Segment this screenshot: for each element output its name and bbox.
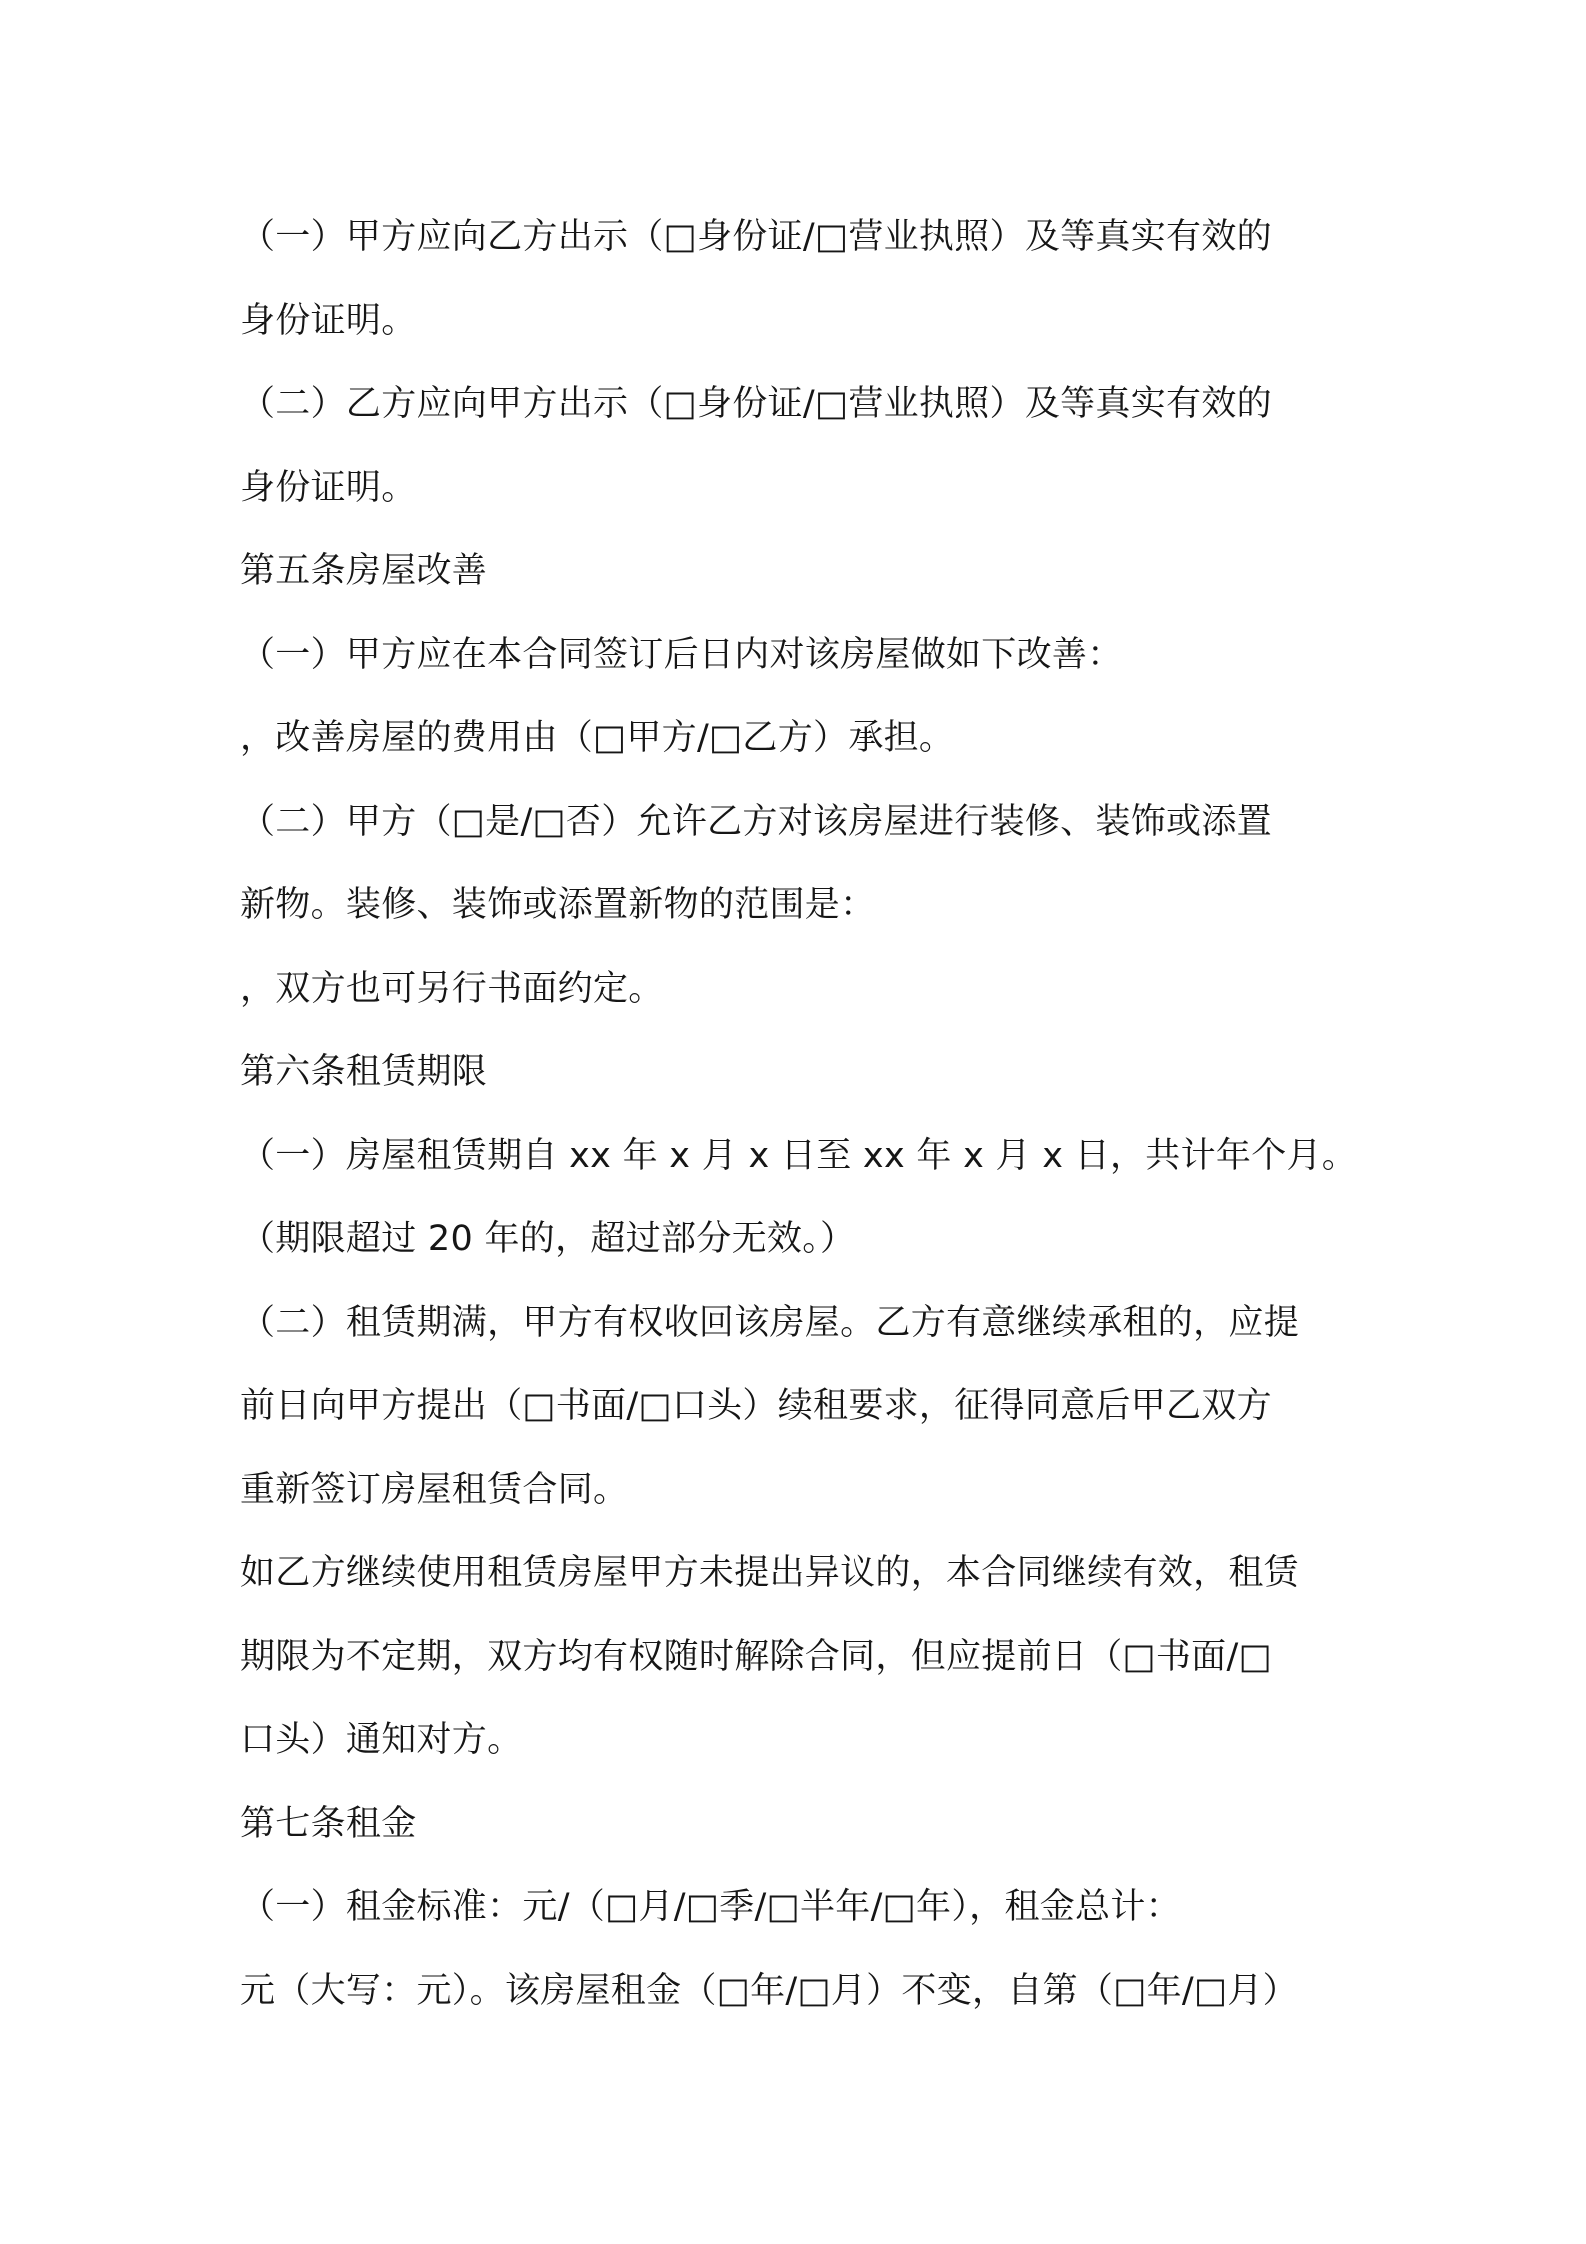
- clause-6-item-1-line-2: （期限超过 20 年的，超过部分无效。）: [240, 1219, 856, 1259]
- clause-6-item-1-line-1: （一）房屋租赁期自 xx 年 x 月 x 日至 xx 年 x 月 x 日，共计年个月。: [240, 1135, 1358, 1176]
- clause-6-item-2-line-3: 重新签订房屋租赁合同。: [240, 1469, 629, 1510]
- clause-6-item-2-line-1: （二）租赁期满，甲方有权收回该房屋。乙方有意继续承租的，应提: [240, 1302, 1300, 1343]
- clause-6-paragraph-line-2: 期限为不定期，双方均有权随时解除合同，但应提前日（□书面/□: [240, 1636, 1272, 1677]
- document-body: [240, 196, 1360, 2033]
- clause-5-item-2-line-1: （二）甲方（□是/□否）允许乙方对该房屋进行装修、装饰或添置: [240, 801, 1272, 842]
- clause-4-item-1-line-1: （一）甲方应向乙方出示（□身份证/□营业执照）及等真实有效的: [240, 217, 1272, 257]
- clause-5-heading: 第五条房屋改善: [240, 551, 488, 591]
- clause-4-item-2-line-1: （二）乙方应向甲方出示（□身份证/□营业执照）及等真实有效的: [240, 384, 1272, 424]
- clause-7-item-1-line-1: （一）租金标准：元/（□月/□季/□半年/□年），租金总计：: [240, 1887, 1181, 1927]
- clause-6-item-2-line-2: 前日向甲方提出（□书面/□口头）续租要求，征得同意后甲乙双方: [240, 1386, 1272, 1426]
- clause-5-item-2-line-3: ，双方也可另行书面约定。: [240, 968, 664, 1009]
- clause-5-item-1-line-2: ，改善房屋的费用由（□甲方/□乙方）承担。: [240, 718, 955, 758]
- clause-6-paragraph-line-1: 如乙方继续使用租赁房屋甲方未提出异议的，本合同继续有效，租赁: [240, 1553, 1300, 1593]
- clause-4-item-2-line-2: 身份证明。: [240, 467, 417, 508]
- clause-6-heading: 第六条租赁期限: [240, 1052, 488, 1092]
- clause-7-item-1-line-2: 元（大写：元）。该房屋租金（□年/□月）不变，自第（□年/□月）: [240, 1970, 1298, 2011]
- clause-4-item-1-line-2: 身份证明。: [240, 300, 417, 341]
- clause-5-item-1-line-1: （一）甲方应在本合同签订后日内对该房屋做如下改善：: [240, 634, 1123, 675]
- clause-5-item-2-line-2: 新物。装修、装饰或添置新物的范围是：: [240, 885, 876, 925]
- clause-7-heading: 第七条租金: [240, 1803, 417, 1844]
- clause-6-paragraph-line-3: 口头）通知对方。: [240, 1720, 523, 1760]
